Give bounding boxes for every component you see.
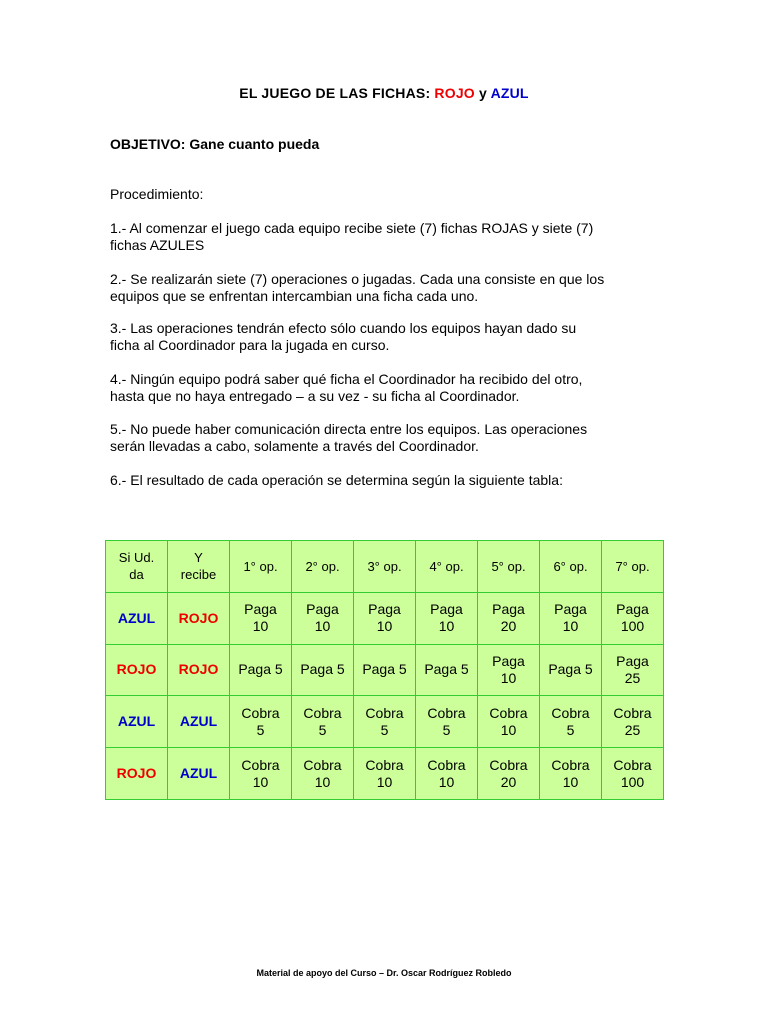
- receive-cell: ROJO: [168, 644, 230, 696]
- step-line: 3.- Las operaciones tendrán efecto sólo cuando los equipos hayan dado su: [110, 320, 577, 336]
- table-row: [106, 592, 664, 644]
- step-line: 4.- Ningún equipo podrá saber qué ficha el Coordinador ha recibido del otro,: [110, 371, 583, 387]
- header-cell: Si Ud. da: [106, 541, 168, 593]
- step-line: ficha al Coordinador para la jugada en curso.: [110, 337, 390, 353]
- step-line: 6.- El resultado de cada operación se determina según la siguiente tabla:: [110, 472, 563, 488]
- objective: OBJETIVO: Gane cuanto pueda: [110, 136, 320, 152]
- result-cell: Cobra 25: [602, 696, 664, 748]
- header-cell: 7° op.: [602, 541, 664, 593]
- result-cell: Cobra 10: [354, 748, 416, 800]
- procedure-heading: Procedimiento:: [110, 186, 204, 202]
- result-cell: Cobra 10: [540, 748, 602, 800]
- result-cell: Paga 25: [602, 644, 664, 696]
- table-row: [106, 644, 664, 696]
- procedure-step-3: [110, 320, 670, 354]
- result-cell: Cobra 10: [230, 748, 292, 800]
- result-cell: Cobra 5: [354, 696, 416, 748]
- procedure-step-6: [110, 472, 670, 489]
- result-cell: Paga 5: [416, 644, 478, 696]
- header-cell: 6° op.: [540, 541, 602, 593]
- document-title: [0, 85, 768, 101]
- receive-cell: AZUL: [168, 748, 230, 800]
- give-cell: AZUL: [106, 696, 168, 748]
- give-cell: ROJO: [106, 644, 168, 696]
- result-cell: Cobra 100: [602, 748, 664, 800]
- header-cell: 3° op.: [354, 541, 416, 593]
- step-line: 2.- Se realizarán siete (7) operaciones o jugadas. Cada una consiste en que los: [110, 271, 605, 287]
- header-cell: 1° op.: [230, 541, 292, 593]
- result-cell: Cobra 5: [416, 696, 478, 748]
- result-cell: Paga 5: [230, 644, 292, 696]
- procedure-step-1: [110, 220, 670, 254]
- give-cell: ROJO: [106, 748, 168, 800]
- result-cell: Paga 5: [540, 644, 602, 696]
- result-cell: Paga 10: [354, 592, 416, 644]
- title-connector: y: [474, 85, 491, 101]
- procedure-step-5: [110, 421, 670, 455]
- result-cell: Paga 10: [478, 644, 540, 696]
- result-cell: Paga 10: [230, 592, 292, 644]
- procedure-step-4: [110, 371, 670, 405]
- result-cell: Cobra 5: [540, 696, 602, 748]
- step-line: 1.- Al comenzar el juego cada equipo recibe siete (7) fichas ROJAS y siete (7): [110, 220, 594, 236]
- step-line: hasta que no haya entregado – a su vez - su ficha al Coordinador.: [110, 388, 520, 404]
- step-line: fichas AZULES: [110, 237, 205, 253]
- result-cell: Paga 20: [478, 592, 540, 644]
- result-cell: Cobra 10: [292, 748, 354, 800]
- footer: Material de apoyo del Curso – Dr. Oscar Rodríguez Robledo: [256, 968, 512, 978]
- result-cell: Paga 5: [292, 644, 354, 696]
- title-red-word: ROJO: [434, 85, 475, 101]
- give-cell: AZUL: [106, 592, 168, 644]
- results-table: [105, 540, 664, 800]
- table-row: [106, 748, 664, 800]
- step-line: equipos que se enfrentan intercambian una ficha cada uno.: [110, 288, 479, 304]
- result-cell: Paga 10: [292, 592, 354, 644]
- result-cell: Cobra 20: [478, 748, 540, 800]
- result-cell: Paga 100: [602, 592, 664, 644]
- result-cell: Paga 10: [416, 592, 478, 644]
- table-row: [106, 696, 664, 748]
- header-cell: 2° op.: [292, 541, 354, 593]
- receive-cell: ROJO: [168, 592, 230, 644]
- result-cell: Paga 5: [354, 644, 416, 696]
- result-cell: Cobra 5: [230, 696, 292, 748]
- table-header-row: [106, 541, 664, 593]
- procedure-step-2: [110, 271, 670, 305]
- result-cell: Cobra 10: [416, 748, 478, 800]
- header-cell: 4° op.: [416, 541, 478, 593]
- title-prefix: EL JUEGO DE LAS FICHAS:: [239, 85, 435, 101]
- header-cell: Y recibe: [168, 541, 230, 593]
- step-line: serán llevadas a cabo, solamente a través del Coordinador.: [110, 438, 479, 454]
- header-cell: 5° op.: [478, 541, 540, 593]
- result-cell: Cobra 10: [478, 696, 540, 748]
- title-blue-word: AZUL: [490, 85, 529, 101]
- step-line: 5.- No puede haber comunicación directa entre los equipos. Las operaciones: [110, 421, 588, 437]
- result-cell: Cobra 5: [292, 696, 354, 748]
- receive-cell: AZUL: [168, 696, 230, 748]
- result-cell: Paga 10: [540, 592, 602, 644]
